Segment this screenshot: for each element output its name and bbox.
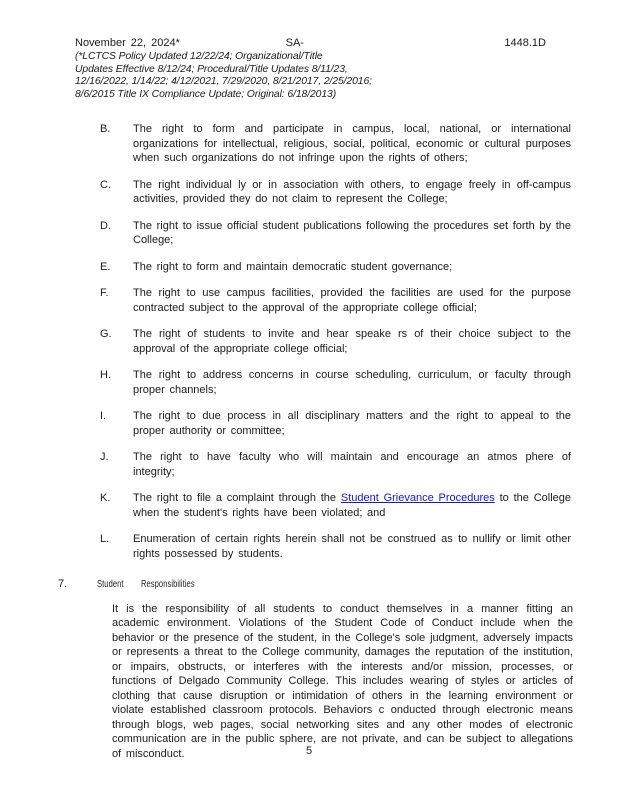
list-item-text: The right to address concerns in course scheduling, curriculum, or faculty through proper channels;: [133, 369, 571, 396]
list-item-label: H.: [100, 369, 111, 382]
list-item-text: The right to use campus facilities, provided the facilities are used for the purpose contracted subject to the approval of the appropriate college official;: [133, 287, 571, 314]
header-date: November 22, 2024*: [75, 37, 180, 49]
list-item-i: [75, 409, 571, 438]
page-footer: [0, 744, 618, 759]
revision-note-line: (*LCTCS Policy Updated 12/22/24; Organizational/Title: [75, 51, 323, 62]
list-item-label: E.: [100, 260, 111, 273]
rights-list: [75, 122, 573, 561]
header-policy-code: SA-: [285, 37, 304, 49]
list-item-k: [75, 491, 571, 520]
list-item-f: [75, 286, 571, 315]
list-item-text: The right to form and participate in campus, local, national, or international organizations for intellectual, religious, social, political, economic or cultural purposes when such organizations do not infringe upon the rights of others;: [133, 123, 571, 165]
list-item-d: [75, 219, 571, 248]
revision-note-line: Updates Effective 8/12/24; Procedural/Title Updates 8/11/23,: [75, 63, 348, 75]
list-item-text-before-link: The right to file a complaint through the: [133, 492, 341, 505]
header-policy-number: 1448.1D: [504, 37, 546, 49]
list-item-j: [75, 450, 571, 479]
list-item-h: [75, 368, 571, 397]
student-grievance-procedures-link[interactable]: Student Grievance Procedures: [340, 492, 495, 505]
revision-note: [75, 51, 573, 101]
document-header: [75, 36, 573, 101]
section-title: [97, 577, 216, 592]
header-row: [75, 36, 546, 51]
list-item-label: K.: [100, 492, 111, 505]
section-7-body: It is the responsibility of all students to conduct themselves in a manner fitting an academic environment. Violations of the Student Code of Conduct include when the behavior or the presence of the student, in the College's sole judgment, adversely impacts or represents a threat to the College community, damages the reputation of the institution, or impairs, obstructs, or interferes with the interests and/or mission, processes, or functions of Delgado Community College. This includes wearing of styles or articles of clothing that cause disruption or intimidation of others in the learning environment or violate established classroom protocols. Behaviors c onducted through electronic means through blogs, web pages, social networking sites and any other modes of electronic communication are in the public sphere, are not private, and can be subject to allegations of misconduct.: [112, 602, 573, 760]
list-item-label: L.: [100, 533, 110, 546]
list-item-b: [75, 122, 571, 166]
list-item-text-after-link: to the College when the student's rights have been violated; and: [133, 492, 571, 519]
list-item-e: [75, 260, 571, 275]
list-item-label: D.: [100, 219, 111, 232]
list-item-label: C.: [100, 178, 111, 191]
list-item-text: The right to due process in all disciplinary matters and the right to appeal to the proper authority or committee;: [133, 410, 571, 437]
revision-note-line: 12/16/2022, 1/14/22; 4/12/2021, 7/29/2020, 8/21/2017, 2/25/2016;: [75, 76, 372, 88]
page-number: 5: [305, 745, 313, 757]
list-item-l: [75, 532, 571, 561]
section-title-word: Student: [97, 578, 124, 591]
list-item-text: The right to form and maintain democratic student governance;: [133, 260, 453, 273]
list-item-text: The right to issue official student publications following the procedures set forth by the College;: [133, 219, 571, 247]
list-item-label: F.: [100, 287, 109, 300]
list-item-label: G.: [100, 328, 112, 341]
section-number: 7.: [58, 578, 68, 591]
list-item-label: J.: [100, 451, 109, 464]
section-7: [58, 577, 573, 761]
list-item-c: [75, 178, 571, 207]
list-item-text: Enumeration of certain rights herein shall not be construed as to nullify or limit other rights possessed by students.: [133, 533, 571, 560]
revision-note-line: 8/6/2015 Title IX Compliance Update; Original: 6/18/2013): [75, 88, 337, 100]
section-title-word: Responsibilities: [140, 578, 195, 591]
list-item-g: [75, 327, 571, 356]
list-item-text: [133, 491, 571, 520]
list-item-text: The right individual ly or in association with others, to engage freely in off-campus activities, provided they do not claim to represent the College;: [133, 178, 571, 206]
list-item-label: I.: [100, 410, 107, 423]
section-7-heading: [58, 577, 573, 592]
list-item-label: B.: [100, 123, 111, 136]
list-item-text: The right of students to invite and hear speake rs of their choice subject to the approval of the appropriate college official;: [133, 328, 571, 355]
list-item-text: The right to have faculty who will maintain and encourage an atmos phere of integrity;: [133, 451, 571, 478]
